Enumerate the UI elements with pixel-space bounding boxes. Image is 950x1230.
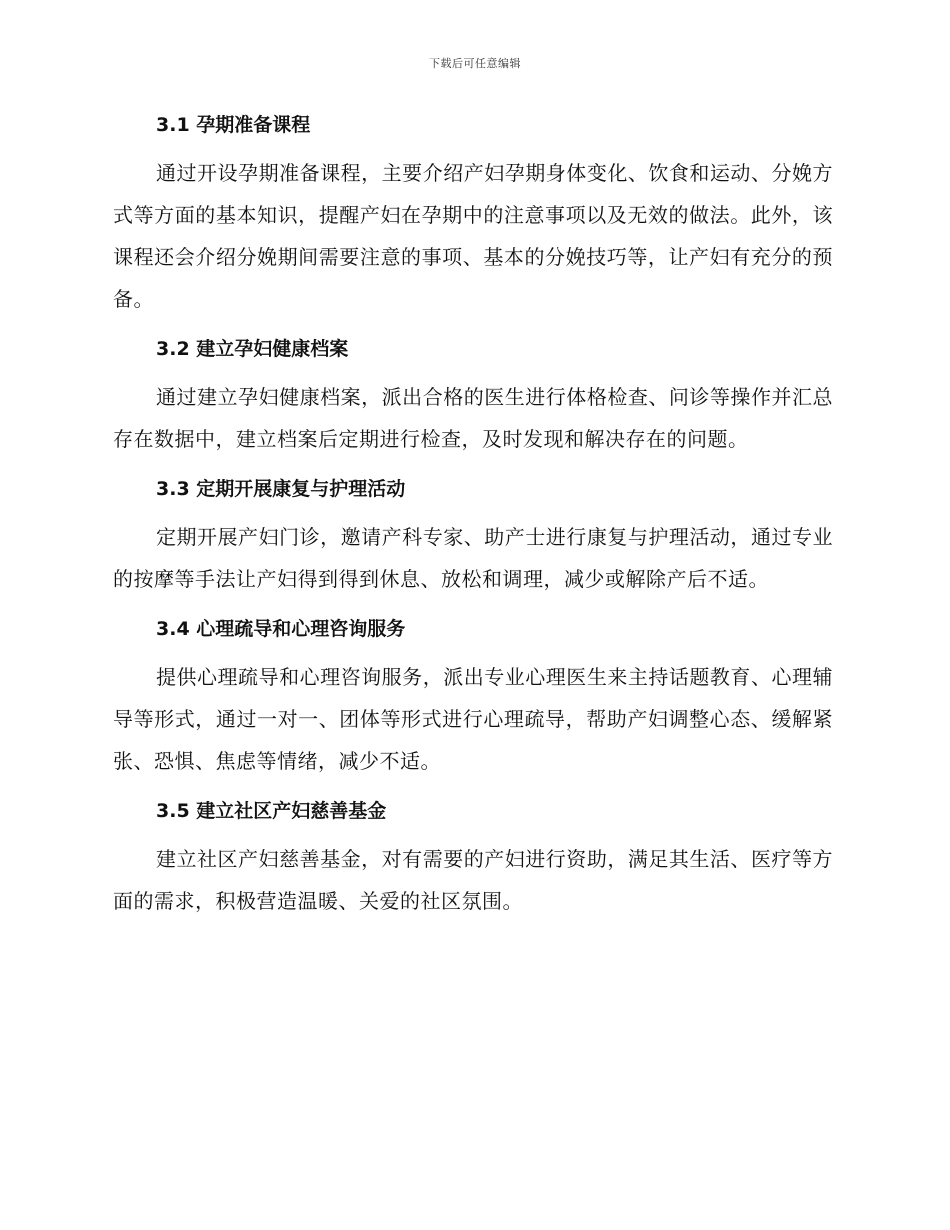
section-heading: 3.1 孕期准备课程 (156, 114, 311, 136)
section-heading: 3.5 建立社区产妇慈善基金 (156, 800, 387, 822)
header-note: 下载后可任意编辑 (429, 57, 521, 70)
section-paragraph: 通过开设孕期准备课程，主要介绍产妇孕期身体变化、饮食和运动、分娩方式等方面的基本知识，提醒产妇在孕期中的注意事项以及无效的做法。此外，该课程还会介绍分娩期间需要注意的事项、基本的分娩技巧等，让产妇有充分的预备。 (113, 161, 833, 311)
document-body (113, 110, 833, 936)
section-heading: 3.3 定期开展康复与护理活动 (156, 478, 406, 500)
section-3-4 (113, 614, 833, 782)
section-3-2 (113, 334, 833, 460)
section-3-5 (113, 796, 833, 922)
section-3-1 (113, 110, 833, 320)
section-3-3 (113, 474, 833, 600)
section-heading: 3.2 建立孕妇健康档案 (156, 338, 349, 360)
section-paragraph: 提供心理疏导和心理咨询服务，派出专业心理医生来主持话题教育、心理辅导等形式，通过一对一、团体等形式进行心理疏导，帮助产妇调整心态、缓解紧张、恐惧、焦虑等情绪，减少不适。 (113, 665, 833, 773)
section-paragraph: 通过建立孕妇健康档案，派出合格的医生进行体格检查、问诊等操作并汇总存在数据中，建立档案后定期进行检查，及时发现和解决存在的问题。 (113, 385, 833, 451)
section-paragraph: 建立社区产妇慈善基金，对有需要的产妇进行资助，满足其生活、医疗等方面的需求，积极营造温暖、关爱的社区氛围。 (113, 847, 833, 913)
section-paragraph: 定期开展产妇门诊，邀请产科专家、助产士进行康复与护理活动，通过专业的按摩等手法让产妇得到得到休息、放松和调理，减少或解除产后不适。 (113, 525, 833, 591)
section-heading: 3.4 心理疏导和心理咨询服务 (156, 618, 406, 640)
